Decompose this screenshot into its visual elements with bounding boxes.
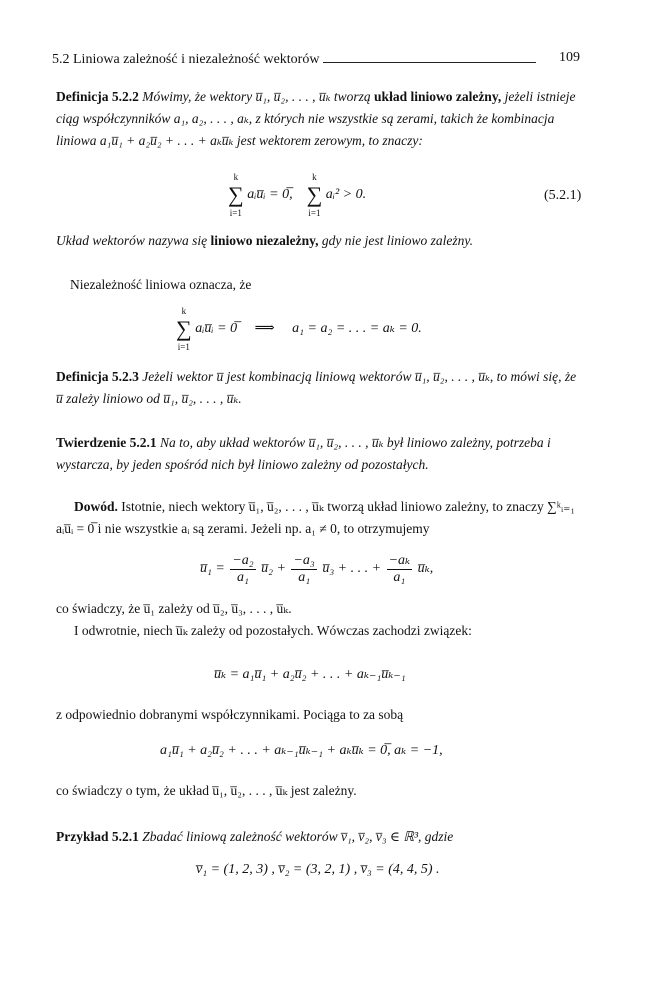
proof-intro [56,496,586,540]
independence-definition [56,230,586,252]
fraction-1-denominator: a₁ [237,569,249,585]
definition-text-a: Mówimy, że wektory u̅₁, u̅₂, . . . , u̅ₖ tworzą [142,89,371,104]
fraction-3-denominator: a₁ [393,570,406,585]
proof-equation-1 [200,552,433,586]
equation-right: aᵢ² > 0. [325,187,367,203]
definition-text-2: Jeżeli wektor u̅ jest kombinacją liniową wektorów u̅₁, u̅₂, . . . , u̅ₖ, to mówi się, że u̅ zależy liniowo od u̅₁, u̅₂, . . . , u̅ₖ. [56,369,577,406]
indep-text-b: gdy nie jest liniowo zależny. [321,233,473,248]
proof-text-e: co świadczy o tym, że układ u̅₁, u̅₂, . . . , u̅ₖ jest zależny. [56,783,357,798]
equation-5-2-1 [228,172,366,218]
sum-sign: ∑ [228,182,244,207]
example-label: Przykład 5.2.1 [56,829,139,844]
proof-equation-3: a₁u̅₁ + a₂u̅₂ + . . . + aₖ₋₁u̅ₖ₋₁ + aₖu̅ₖ = 0̅, aₖ = −1, [160,743,443,758]
proof-equation-2: u̅ₖ = a₁u̅₁ + a₂u̅₂ + . . . + aₖ₋₁u̅ₖ₋₁ [214,667,406,682]
independence-equation [176,306,422,352]
fraction-1 [230,553,255,586]
proof-eq1-lhs: u̅₁ = [200,561,225,577]
page-number: 109 [559,50,580,65]
example-equation: v̅₁ = (1, 2, 3) , v̅₂ = (3, 2, 1) , v̅₃ = (4, 4, 5) . [196,862,440,877]
indep-eq-left: aᵢu̅ᵢ = 0̅ [195,321,238,337]
sum-lower-limit: i=1 [229,208,242,218]
sum-sign-2: ∑ [306,182,323,207]
theorem-5-2-1 [56,432,586,476]
fraction-3-numerator: −aₖ [388,553,411,568]
definition-5-2-3 [56,366,586,410]
proof-eq1-term3: u̅ₖ, [417,561,434,577]
example-5-2-1 [56,826,586,848]
proof-text-b: co świadczy, że u̅₁ zależy od u̅₂, u̅₃, . . . , u̅ₖ. [56,601,292,616]
definition-5-2-2 [56,86,586,152]
fraction-1-numerator: −a₂ [232,552,254,568]
definition-label: Definicja 5.2.2 [56,89,139,104]
proof-text-a: Istotnie, niech wektory u̅₁, u̅₂, . . . , u̅ₖ tworzą układ liniowo zależny, to znaczy ∑ᵏᵢ₌₁ aᵢu̅ᵢ = 0̅ i nie wszystkie aᵢ są zerami. Jeżeli np. a₁ ≠ 0, to otrzymujemy [56,499,576,536]
equation-number: (5.2.1) [544,188,582,203]
definition-text-b: jeżeli istnieje ciąg współczynników a₁, a₂, . . . , aₖ, z których nie wszystkie są zerami, takich że kombinacja liniowa a₁u̅₁ + a₂u̅₂ + . . . + aₖu̅ₖ jest wektorem zerowym, to znaczy: [56,89,576,148]
fraction-2 [291,553,316,586]
equation-left: aᵢu̅ᵢ = 0̅, [247,187,293,203]
definition-term: układ liniowo zależny, [374,89,502,104]
sum-upper-limit: k [233,172,239,182]
proof-text-d: z odpowiednio dobranymi współczynnikami. Pociąga to za sobą [56,707,404,722]
fraction-3 [387,552,413,586]
proof-label: Dowód. [74,499,118,514]
definition-label-2: Definicja 5.2.3 [56,369,139,384]
sum-sign-3: ∑ [176,316,192,341]
theorem-label: Twierdzenie 5.2.1 [56,435,157,450]
proof-eq1-term2: u̅₃ + . . . + [322,561,382,577]
indep-text-a: Układ wektorów nazywa się [56,233,208,248]
implies-arrow: ⟹ [254,321,275,337]
example-text: Zbadać liniową zależność wektorów v̅₁, v̅₂, v̅₃ ∈ ℝ³, gdzie [142,829,454,844]
indep-eq-right: a₁ = a₂ = . . . = aₖ = 0. [292,321,422,337]
theorem-text: Na to, aby układ wektorów u̅₁, u̅₂, . . . , u̅ₖ był liniowo zależny, potrzeba i wystarcza, by jeden spośród nich był liniowo zależny od pozostałych. [56,435,551,472]
proof-text-c: I odwrotnie, niech u̅ₖ zależy od pozostałych. Wówczas zachodzi związek: [74,623,472,638]
running-header [52,52,580,70]
sum-lower-limit-3: i=1 [177,342,190,352]
fraction-2-numerator: −a₃ [293,552,315,568]
sum-lower-limit-2: i=1 [308,208,321,218]
proof-eq1-term1: u̅₂ + [261,561,286,577]
fraction-2-denominator: a₁ [298,569,311,585]
sum-upper-limit-3: k [181,306,187,316]
sum-upper-limit-2: k [312,172,317,182]
section-title: 5.2 Liniowa zależność i niezależność wektorów [52,52,323,68]
indep-term: liniowo niezależny, [210,233,319,248]
independence-intro: Niezależność liniowa oznacza, że [70,277,252,292]
